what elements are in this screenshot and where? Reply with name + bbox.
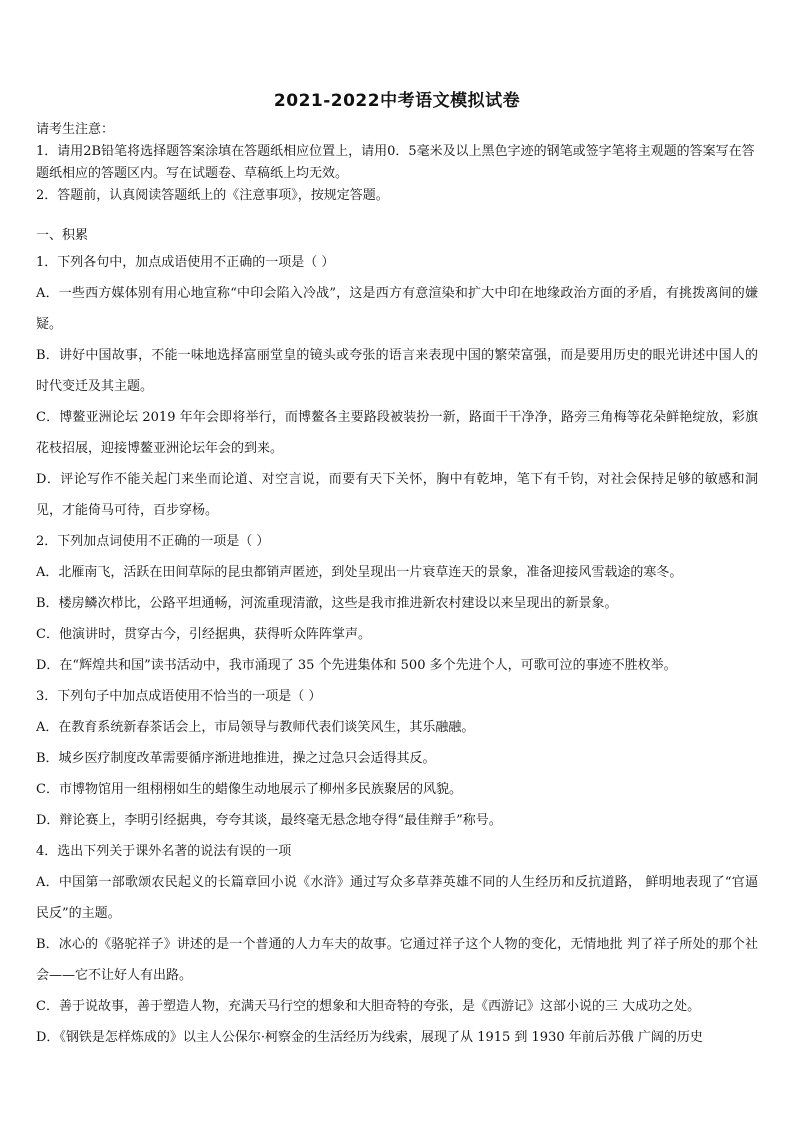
option-d: D．在“辉煌共和国”读书活动中，我市涌现了 35 个先进集体和 500 多个先进个人，可歌可泣的事迹不胜枚举。 (36, 658, 677, 673)
notice-heading: 请考生注意： (36, 122, 115, 137)
question-stem: 2．下列加点词使用不正确的一项是（ ） (36, 534, 270, 549)
option-d: D．辩论赛上，李明引经据典，夸夸其谈，最终毫无悬念地夺得“最佳辩手”称号。 (36, 813, 502, 828)
option-c: C．博鳌亚洲论坛 2019 年年会即将举行，而博鳌各主要路段被装扮一新，路面干干净净，路旁三角梅等花朵鲜艳绽放，彩旗花枝招展，迎接博鳌亚洲论坛年会的到来。 (36, 410, 758, 456)
option-a: A．一些西方媒体别有用心地宣称“中印会陷入冷战”，这是西方有意渲染和扩大中印在地缘政治方面的矛盾，有挑拨离间的嫌疑。 (36, 286, 758, 332)
option-c: C．他演讲时，贯穿古今，引经据典，获得听众阵阵掌声。 (36, 627, 371, 642)
option-a: A．北雁南飞，活跃在田间草际的昆虫都销声匿迹，到处呈现出一片衰草连天的景象，准备迎接风雪载途的寒冬。 (36, 565, 683, 580)
question-2 (36, 526, 758, 681)
notice-block (36, 119, 758, 207)
option-b: B．讲好中国故事，不能一味地选择富丽堂皇的镜头或夸张的语言来表现中国的繁荣富强，而是要用历史的眼光讲述中国人的时代变迁及其主题。 (36, 348, 758, 394)
question-4 (36, 836, 758, 1053)
question-1 (36, 247, 758, 526)
notice-item-1: 1．请用2B铅笔将选择题答案涂填在答题纸相应位置上，请用0．5毫米及以上黑色字迹的钢笔或签字笔将主观题的答案写在答题纸相应的答题区内。写在试题卷、草稿纸上均无效。 (36, 144, 755, 181)
section-heading: 一、积累 (36, 228, 89, 243)
option-b: B．冰心的《骆驼祥子》讲述的是一个普通的人力车夫的故事。它通过祥子这个人物的变化，无情地批 判了祥子所处的那个社会——它不让好人有出路。 (36, 937, 758, 983)
question-stem: 1．下列各句中，加点成语使用不正确的一项是（ ） (36, 255, 335, 270)
option-a: A．在教育系统新春茶话会上，市局领导与教师代表们谈笑风生，其乐融融。 (36, 720, 475, 735)
question-stem: 4．选出下列关于课外名著的说法有误的一项 (36, 844, 292, 859)
option-d: D．《钢铁是怎样炼成的》以主人公保尔·柯察金的生活经历为线索，展现了从 1915 到 1930 年前后苏俄 广阔的历史 (36, 1030, 703, 1045)
option-a: A．中国第一部歌颂农民起义的长篇章回小说《水浒》通过写众多草莽英雄不同的人生经历和反抗道路， 鲜明地表现了“官逼民反”的主题。 (36, 875, 758, 921)
option-d: D．评论写作不能关起门来坐而论道、对空言说，而要有天下关怀，胸中有乾坤，笔下有千钧，对社会保持足够的敏感和洞见，才能倚马可待，百步穿杨。 (36, 472, 758, 518)
notice-item-2: 2．答题前，认真阅读答题纸上的《注意事项》，按规定答题。 (36, 188, 389, 203)
option-c: C．市博物馆用一组栩栩如生的蜡像生动地展示了柳州多民族聚居的风貌。 (36, 782, 462, 797)
option-b: B．楼房鳞次栉比，公路平坦通畅，河流重现清澈，这些是我市推进新农村建设以来呈现出的新景象。 (36, 596, 618, 611)
option-b: B．城乡医疗制度改革需要循序渐进地推进，操之过急只会适得其反。 (36, 751, 436, 766)
option-c: C．善于说故事，善于塑造人物，充满天马行空的想象和大胆奇特的夸张，是《西游记》这部小说的三 大成功之处。 (36, 999, 701, 1014)
question-3 (36, 681, 758, 836)
page-title: 2021-2022中考语文模拟试卷 (273, 91, 521, 111)
question-stem: 3．下列句子中加点成语使用不恰当的一项是（ ） (36, 689, 322, 704)
